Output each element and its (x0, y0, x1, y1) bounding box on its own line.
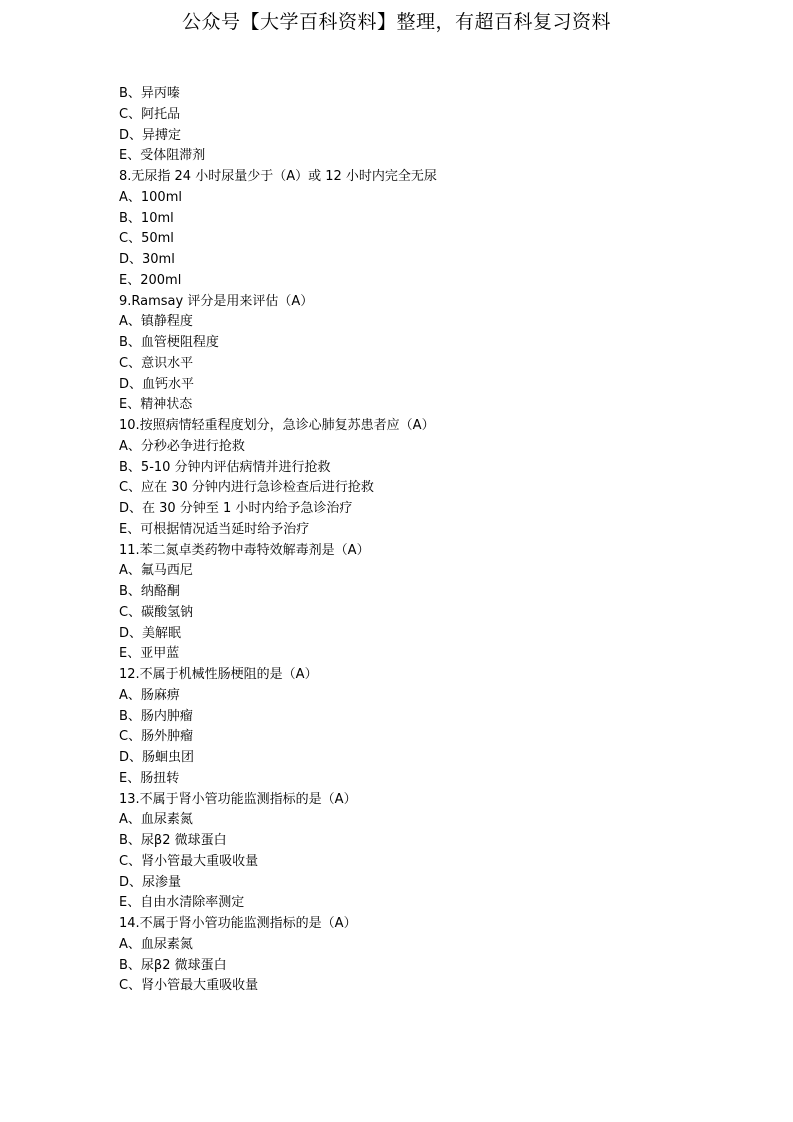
question-line: 11.苯二氮卓类药物中毒特效解毒剂是（A） (119, 542, 370, 558)
option-line: B、纳酪酮 (119, 584, 180, 599)
option-line: D、血钙水平 (119, 376, 195, 392)
option-line: C、肾小管最大重吸收量 (119, 853, 259, 869)
option-line: D、30ml (119, 252, 175, 267)
option-line: A、镇静程度 (119, 314, 193, 330)
option-line: C、阿托品 (119, 106, 181, 122)
option-line: B、尿β2 微球蛋白 (119, 833, 227, 848)
option-line: A、肠麻痹 (119, 687, 180, 703)
option-line: E、肠扭转 (119, 770, 180, 786)
option-line: D、在 30 分钟至 1 小时内给予急诊治疗 (119, 501, 353, 516)
option-line: C、碳酸氢钠 (119, 604, 194, 620)
question-line: 12.不属于机械性肠梗阻的是（A） (119, 667, 318, 682)
option-line: A、分秒必争进行抢救 (119, 438, 245, 454)
option-line: E、亚甲蓝 (119, 646, 180, 662)
question-line: 8.无尿指 24 小时尿量少于（A）或 12 小时内完全无尿 (119, 169, 437, 184)
option-line: E、200ml (119, 272, 182, 288)
option-line: A、100ml (119, 189, 182, 205)
question-line: 10.按照病情轻重程度划分，急诊心肺复苏患者应（A） (119, 418, 435, 433)
question-line: 14.不属于肾小管功能监测指标的是（A） (119, 916, 357, 931)
option-line: C、50ml (119, 231, 174, 247)
option-line: B、肠内肿瘤 (119, 708, 193, 724)
option-line: B、尿β2 微球蛋白 (119, 957, 227, 973)
option-line: C、肠外肿瘤 (119, 729, 194, 745)
option-line: D、尿渗量 (119, 874, 182, 890)
option-line: C、肾小管最大重吸收量 (119, 978, 259, 994)
option-line: A、血尿素氮 (119, 936, 193, 952)
question-line: 13.不属于肾小管功能监测指标的是（A） (119, 791, 357, 807)
option-line: D、异搏定 (119, 127, 182, 143)
option-line: D、肠蛔虫团 (119, 750, 195, 765)
option-line: D、美解眠 (119, 625, 182, 641)
option-line: C、应在 30 分钟内进行急诊检查后进行抢救 (119, 480, 374, 496)
option-line: B、异丙嗪 (119, 86, 180, 101)
question-line: 9.Ramsay 评分是用来评估（A） (119, 293, 314, 309)
page-header-title: 公众号【大学百科资料】整理，有超百科复习资料 (181, 11, 611, 33)
option-line: E、自由水清除率测定 (119, 895, 245, 911)
option-line: B、血管梗阻程度 (119, 335, 219, 350)
option-line: A、血尿素氮 (119, 812, 193, 828)
option-line: E、受体阻滞剂 (119, 148, 206, 164)
option-line: E、精神状态 (119, 397, 193, 413)
option-line: B、5-10 分钟内评估病情并进行抢救 (119, 459, 331, 475)
document-body (119, 84, 719, 997)
option-line: E、可根据情况适当延时给予治疗 (119, 521, 310, 537)
option-line: A、氟马西尼 (119, 563, 193, 579)
option-line: C、意识水平 (119, 355, 194, 371)
option-line: B、10ml (119, 210, 174, 226)
